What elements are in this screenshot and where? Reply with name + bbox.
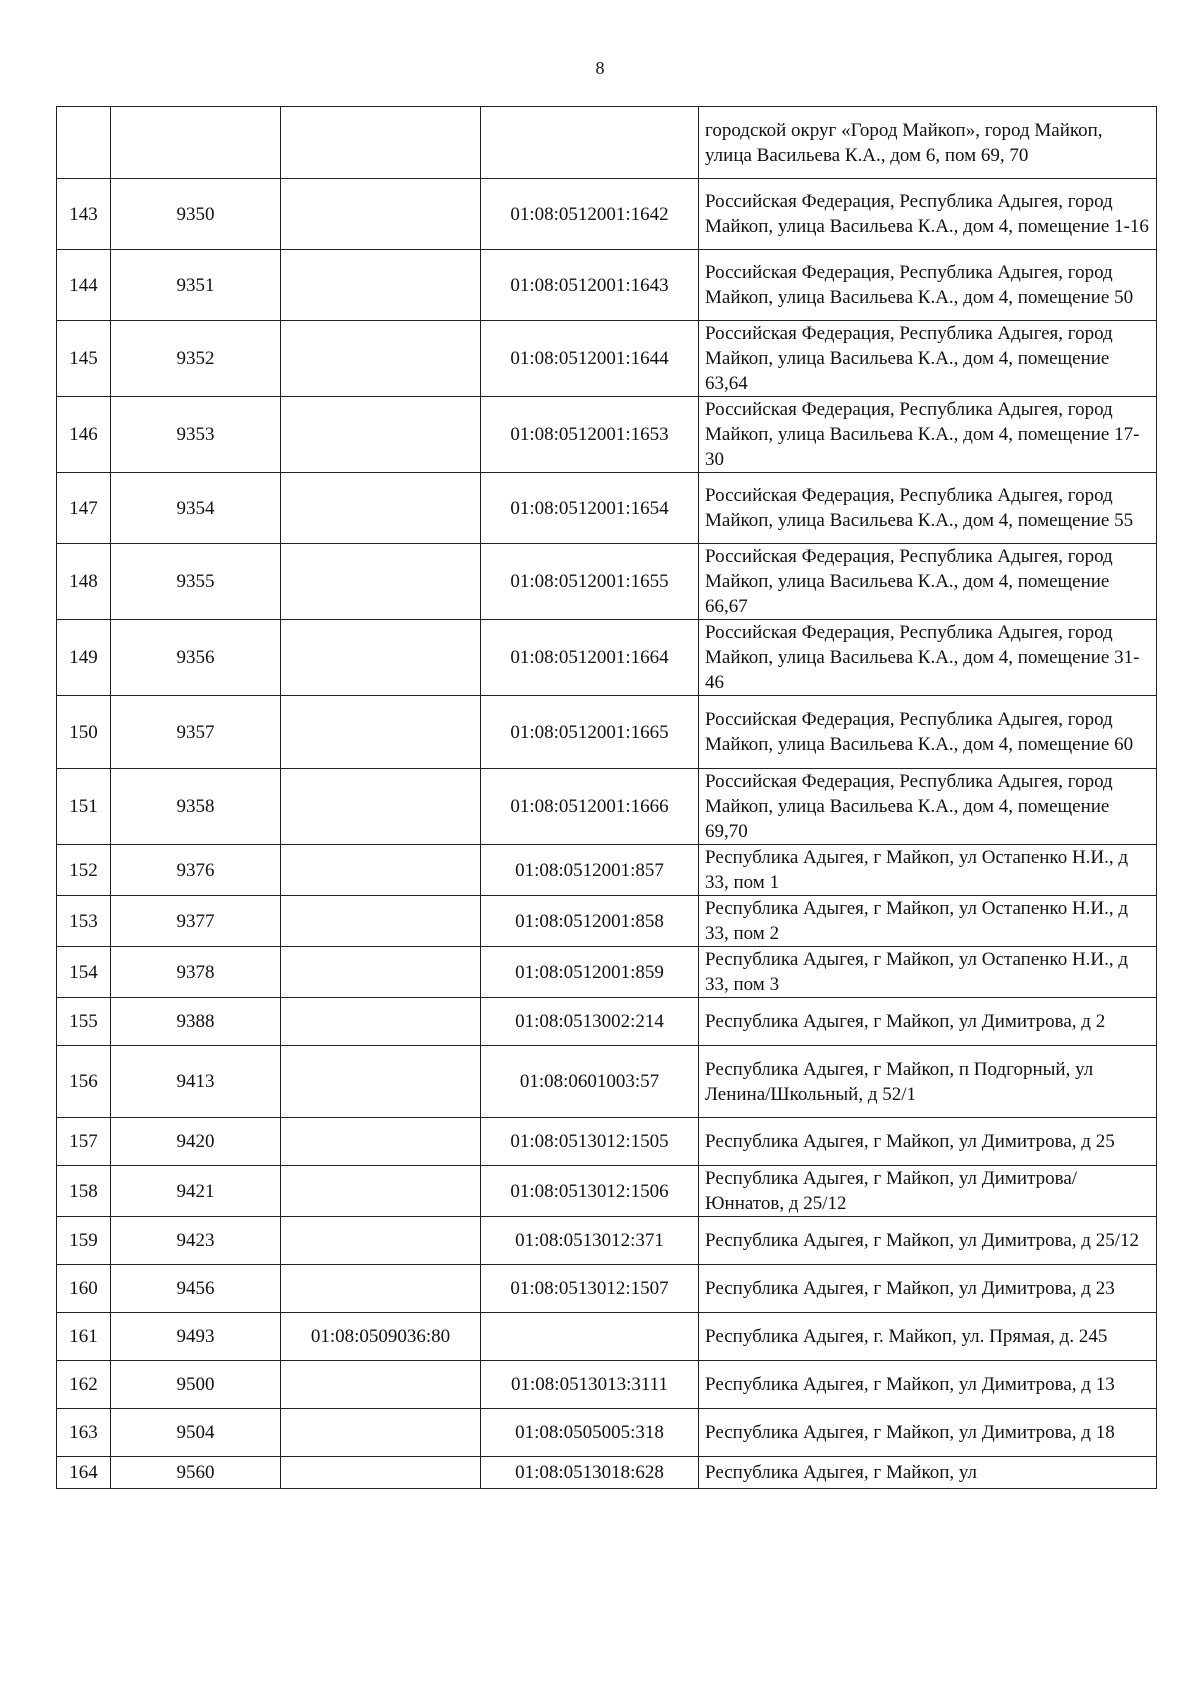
table-row bbox=[57, 998, 1157, 1046]
object-cadastral-number-cell: 01:08:0513012:371 bbox=[481, 1217, 699, 1265]
object-cadastral-number-cell: 01:08:0512001:1666 bbox=[481, 769, 699, 845]
land-cadastral-number-cell bbox=[281, 544, 481, 620]
row-number-cell: 153 bbox=[57, 896, 111, 947]
table-row bbox=[57, 250, 1157, 321]
registry-number-cell: 9358 bbox=[111, 769, 281, 845]
table-row bbox=[57, 473, 1157, 544]
table-row bbox=[57, 896, 1157, 947]
row-number-cell: 145 bbox=[57, 321, 111, 397]
land-cadastral-number-cell bbox=[281, 845, 481, 896]
row-number-cell: 163 bbox=[57, 1409, 111, 1457]
registry-number-cell: 9352 bbox=[111, 321, 281, 397]
row-number-cell: 150 bbox=[57, 696, 111, 769]
object-cadastral-number-cell: 01:08:0513013:3111 bbox=[481, 1361, 699, 1409]
registry-number-cell: 9388 bbox=[111, 998, 281, 1046]
object-cadastral-number-cell: 01:08:0512001:1664 bbox=[481, 620, 699, 696]
land-cadastral-number-cell bbox=[281, 696, 481, 769]
table-row bbox=[57, 696, 1157, 769]
address-cell: Республика Адыгея, г. Майкоп, ул. Прямая, д. 245 bbox=[699, 1313, 1157, 1361]
row-number-cell: 154 bbox=[57, 947, 111, 998]
object-cadastral-number-cell: 01:08:0512001:1644 bbox=[481, 321, 699, 397]
row-number-cell bbox=[57, 107, 111, 179]
address-cell: Республика Адыгея, г Майкоп, ул Димитрова/Юннатов, д 25/12 bbox=[699, 1166, 1157, 1217]
table-row bbox=[57, 947, 1157, 998]
row-number-cell: 164 bbox=[57, 1457, 111, 1489]
object-cadastral-number-cell: 01:08:0512001:1643 bbox=[481, 250, 699, 321]
registry-number-cell: 9413 bbox=[111, 1046, 281, 1118]
land-cadastral-number-cell bbox=[281, 1166, 481, 1217]
row-number-cell: 144 bbox=[57, 250, 111, 321]
registry-number-cell: 9377 bbox=[111, 896, 281, 947]
object-cadastral-number-cell: 01:08:0513002:214 bbox=[481, 998, 699, 1046]
address-cell: Российская Федерация, Республика Адыгея, город Майкоп, улица Васильева К.А., дом 4, помещение 66,67 bbox=[699, 544, 1157, 620]
row-number-cell: 152 bbox=[57, 845, 111, 896]
table-row bbox=[57, 1046, 1157, 1118]
land-cadastral-number-cell bbox=[281, 1409, 481, 1457]
registry-number-cell: 9500 bbox=[111, 1361, 281, 1409]
table-row bbox=[57, 179, 1157, 250]
address-cell: Российская Федерация, Республика Адыгея, город Майкоп, улица Васильева К.А., дом 4, помещение 50 bbox=[699, 250, 1157, 321]
land-cadastral-number-cell bbox=[281, 473, 481, 544]
row-number-cell: 156 bbox=[57, 1046, 111, 1118]
registry-number-cell: 9376 bbox=[111, 845, 281, 896]
registry-number-cell: 9351 bbox=[111, 250, 281, 321]
registry-number-cell: 9354 bbox=[111, 473, 281, 544]
registry-number-cell: 9421 bbox=[111, 1166, 281, 1217]
object-cadastral-number-cell: 01:08:0601003:57 bbox=[481, 1046, 699, 1118]
address-cell: Республика Адыгея, г Майкоп, ул Димитрова, д 23 bbox=[699, 1265, 1157, 1313]
land-cadastral-number-cell bbox=[281, 620, 481, 696]
row-number-cell: 146 bbox=[57, 397, 111, 473]
address-cell: Республика Адыгея, г Майкоп, ул Остапенко Н.И., д 33, пом 2 bbox=[699, 896, 1157, 947]
address-cell: Российская Федерация, Республика Адыгея, город Майкоп, улица Васильева К.А., дом 4, помещение 1-16 bbox=[699, 179, 1157, 250]
table-row bbox=[57, 1217, 1157, 1265]
address-cell: Республика Адыгея, г Майкоп, ул Димитрова, д 13 bbox=[699, 1361, 1157, 1409]
land-cadastral-number-cell bbox=[281, 1217, 481, 1265]
table-row bbox=[57, 1457, 1157, 1489]
row-number-cell: 151 bbox=[57, 769, 111, 845]
address-cell: городской округ «Город Майкоп», город Майкоп, улица Васильева К.А., дом 6, пом 69, 70 bbox=[699, 107, 1157, 179]
row-number-cell: 162 bbox=[57, 1361, 111, 1409]
address-cell: Российская Федерация, Республика Адыгея, город Майкоп, улица Васильева К.А., дом 4, помещение 17-30 bbox=[699, 397, 1157, 473]
object-cadastral-number-cell: 01:08:0513012:1506 bbox=[481, 1166, 699, 1217]
row-number-cell: 155 bbox=[57, 998, 111, 1046]
object-cadastral-number-cell: 01:08:0512001:857 bbox=[481, 845, 699, 896]
registry-number-cell: 9350 bbox=[111, 179, 281, 250]
address-cell: Республика Адыгея, г Майкоп, ул bbox=[699, 1457, 1157, 1489]
address-cell: Российская Федерация, Республика Адыгея, город Майкоп, улица Васильева К.А., дом 4, помещение 60 bbox=[699, 696, 1157, 769]
table-row bbox=[57, 1166, 1157, 1217]
object-cadastral-number-cell: 01:08:0505005:318 bbox=[481, 1409, 699, 1457]
address-cell: Республика Адыгея, г Майкоп, ул Димитрова, д 2 bbox=[699, 998, 1157, 1046]
land-cadastral-number-cell bbox=[281, 397, 481, 473]
table-row bbox=[57, 845, 1157, 896]
object-cadastral-number-cell: 01:08:0512001:1665 bbox=[481, 696, 699, 769]
registry-number-cell: 9423 bbox=[111, 1217, 281, 1265]
land-cadastral-number-cell bbox=[281, 1265, 481, 1313]
row-number-cell: 143 bbox=[57, 179, 111, 250]
object-cadastral-number-cell: 01:08:0513012:1507 bbox=[481, 1265, 699, 1313]
address-cell: Российская Федерация, Республика Адыгея, город Майкоп, улица Васильева К.А., дом 4, помещение 63,64 bbox=[699, 321, 1157, 397]
registry-number-cell: 9456 bbox=[111, 1265, 281, 1313]
registry-number-cell: 9353 bbox=[111, 397, 281, 473]
object-cadastral-number-cell: 01:08:0513018:628 bbox=[481, 1457, 699, 1489]
object-cadastral-number-cell: 01:08:0512001:859 bbox=[481, 947, 699, 998]
table-row bbox=[57, 1361, 1157, 1409]
registry-body bbox=[57, 107, 1157, 1489]
object-cadastral-number-cell bbox=[481, 107, 699, 179]
land-cadastral-number-cell bbox=[281, 1457, 481, 1489]
registry-number-cell: 9356 bbox=[111, 620, 281, 696]
registry-number-cell: 9560 bbox=[111, 1457, 281, 1489]
row-number-cell: 160 bbox=[57, 1265, 111, 1313]
table-row bbox=[57, 1265, 1157, 1313]
object-cadastral-number-cell: 01:08:0512001:1653 bbox=[481, 397, 699, 473]
land-cadastral-number-cell bbox=[281, 250, 481, 321]
address-cell: Российская Федерация, Республика Адыгея, город Майкоп, улица Васильева К.А., дом 4, помещение 55 bbox=[699, 473, 1157, 544]
land-cadastral-number-cell bbox=[281, 1046, 481, 1118]
object-cadastral-number-cell: 01:08:0513012:1505 bbox=[481, 1118, 699, 1166]
registry-number-cell bbox=[111, 107, 281, 179]
address-cell: Республика Адыгея, г Майкоп, ул Остапенко Н.И., д 33, пом 1 bbox=[699, 845, 1157, 896]
address-cell: Республика Адыгея, г Майкоп, ул Остапенко Н.И., д 33, пом 3 bbox=[699, 947, 1157, 998]
land-cadastral-number-cell bbox=[281, 947, 481, 998]
object-cadastral-number-cell: 01:08:0512001:1654 bbox=[481, 473, 699, 544]
object-cadastral-number-cell: 01:08:0512001:1642 bbox=[481, 179, 699, 250]
land-cadastral-number-cell bbox=[281, 896, 481, 947]
object-cadastral-number-cell bbox=[481, 1313, 699, 1361]
row-number-cell: 157 bbox=[57, 1118, 111, 1166]
object-cadastral-number-cell: 01:08:0512001:858 bbox=[481, 896, 699, 947]
property-registry-table bbox=[56, 106, 1157, 1489]
land-cadastral-number-cell: 01:08:0509036:80 bbox=[281, 1313, 481, 1361]
address-cell: Российская Федерация, Республика Адыгея, город Майкоп, улица Васильева К.А., дом 4, помещение 31-46 bbox=[699, 620, 1157, 696]
table-row bbox=[57, 620, 1157, 696]
table-row bbox=[57, 544, 1157, 620]
address-cell: Республика Адыгея, г Майкоп, п Подгорный, ул Ленина/Школьный, д 52/1 bbox=[699, 1046, 1157, 1118]
registry-number-cell: 9357 bbox=[111, 696, 281, 769]
row-number-cell: 148 bbox=[57, 544, 111, 620]
object-cadastral-number-cell: 01:08:0512001:1655 bbox=[481, 544, 699, 620]
table-row bbox=[57, 397, 1157, 473]
land-cadastral-number-cell bbox=[281, 1118, 481, 1166]
row-number-cell: 149 bbox=[57, 620, 111, 696]
table-row bbox=[57, 1409, 1157, 1457]
row-number-cell: 161 bbox=[57, 1313, 111, 1361]
table-row bbox=[57, 321, 1157, 397]
table-row bbox=[57, 1313, 1157, 1361]
table-row bbox=[57, 1118, 1157, 1166]
address-cell: Республика Адыгея, г Майкоп, ул Димитрова, д 25 bbox=[699, 1118, 1157, 1166]
registry-number-cell: 9378 bbox=[111, 947, 281, 998]
table-row bbox=[57, 769, 1157, 845]
land-cadastral-number-cell bbox=[281, 769, 481, 845]
registry-number-cell: 9493 bbox=[111, 1313, 281, 1361]
row-number-cell: 159 bbox=[57, 1217, 111, 1265]
page-number: 8 bbox=[595, 58, 605, 78]
row-number-cell: 147 bbox=[57, 473, 111, 544]
address-cell: Республика Адыгея, г Майкоп, ул Димитрова, д 25/12 bbox=[699, 1217, 1157, 1265]
land-cadastral-number-cell bbox=[281, 321, 481, 397]
registry-number-cell: 9420 bbox=[111, 1118, 281, 1166]
land-cadastral-number-cell bbox=[281, 179, 481, 250]
registry-number-cell: 9355 bbox=[111, 544, 281, 620]
address-cell: Республика Адыгея, г Майкоп, ул Димитрова, д 18 bbox=[699, 1409, 1157, 1457]
row-number-cell: 158 bbox=[57, 1166, 111, 1217]
registry-number-cell: 9504 bbox=[111, 1409, 281, 1457]
land-cadastral-number-cell bbox=[281, 107, 481, 179]
table-row bbox=[57, 107, 1157, 179]
land-cadastral-number-cell bbox=[281, 998, 481, 1046]
land-cadastral-number-cell bbox=[281, 1361, 481, 1409]
address-cell: Российская Федерация, Республика Адыгея, город Майкоп, улица Васильева К.А., дом 4, помещение 69,70 bbox=[699, 769, 1157, 845]
